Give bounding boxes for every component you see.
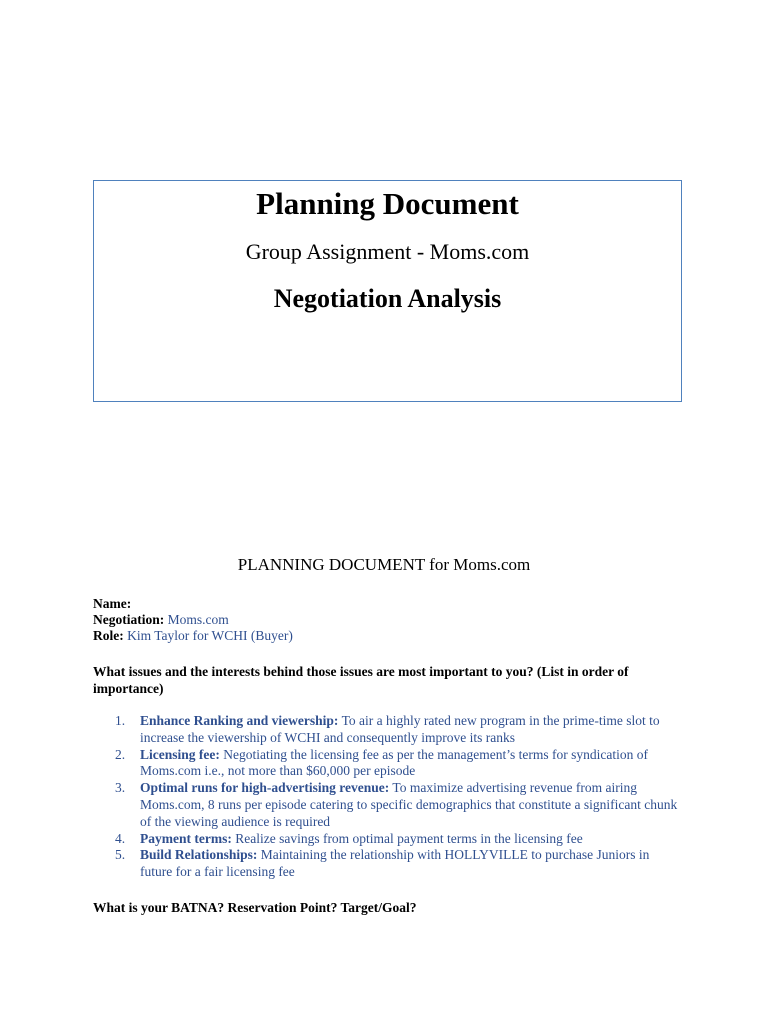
issue-list (93, 713, 683, 881)
question-batna: What is your BATNA? Reservation Point? Target/Goal? (93, 900, 417, 915)
list-item-text: To maximize advertising revenue from airing Moms.com, 8 runs per episode catering to specific demographics that constitute a significant chunk of the viewing audience is required (140, 780, 678, 829)
list-item-number: 2. (115, 746, 126, 762)
list-item-title: Payment terms: (140, 830, 232, 846)
list-item (93, 713, 683, 747)
name-label: Name: (93, 596, 132, 611)
negotiation-line (93, 612, 293, 628)
list-item-title: Optimal runs for high-advertising revenue: (140, 780, 390, 796)
meta-block (93, 596, 293, 644)
role-label: Role: (93, 628, 124, 643)
title-box (93, 180, 682, 402)
list-item-title: Enhance Ranking and viewership: (140, 713, 339, 728)
list-item (93, 747, 683, 781)
question-issues: What issues and the interests behind those issues are most important to you? (List in order of importance) (93, 664, 629, 696)
negotiation-value: Moms.com (167, 612, 229, 627)
role-line (93, 628, 293, 644)
list-item-number: 1. (115, 713, 126, 728)
list-item-number: 5. (115, 847, 126, 863)
list-item-text: Realize savings from optimal payment terms in the licensing fee (235, 830, 583, 846)
list-item-number: 3. (115, 780, 126, 796)
section-heading: PLANNING DOCUMENT for Moms.com (237, 555, 531, 574)
list-item (93, 780, 683, 830)
list-item (93, 847, 683, 881)
negotiation-label: Negotiation: (93, 612, 165, 627)
role-value: Kim Taylor for WCHI (Buyer) (127, 628, 293, 643)
document-title: Planning Document (256, 186, 519, 221)
list-item (93, 831, 683, 848)
document-heading: Negotiation Analysis (273, 284, 502, 313)
name-line (93, 596, 293, 612)
list-item-number: 4. (115, 830, 126, 846)
list-item-title: Licensing fee: (140, 746, 220, 762)
document-subtitle: Group Assignment - Moms.com (245, 239, 530, 264)
list-item-text: Maintaining the relationship with HOLLYVILLE to purchase Juniors in future for a fair licensing fee (140, 847, 650, 880)
list-item-text: To air a highly rated new program in the prime-time slot to increase the viewership of WCHI and consequently improve its ranks (140, 713, 660, 745)
list-item-title: Build Relationships: (140, 847, 258, 863)
list-item-text: Negotiating the licensing fee as per the management’s terms for syndication of Moms.com i.e., not more than $60,000 per episode (140, 746, 648, 779)
